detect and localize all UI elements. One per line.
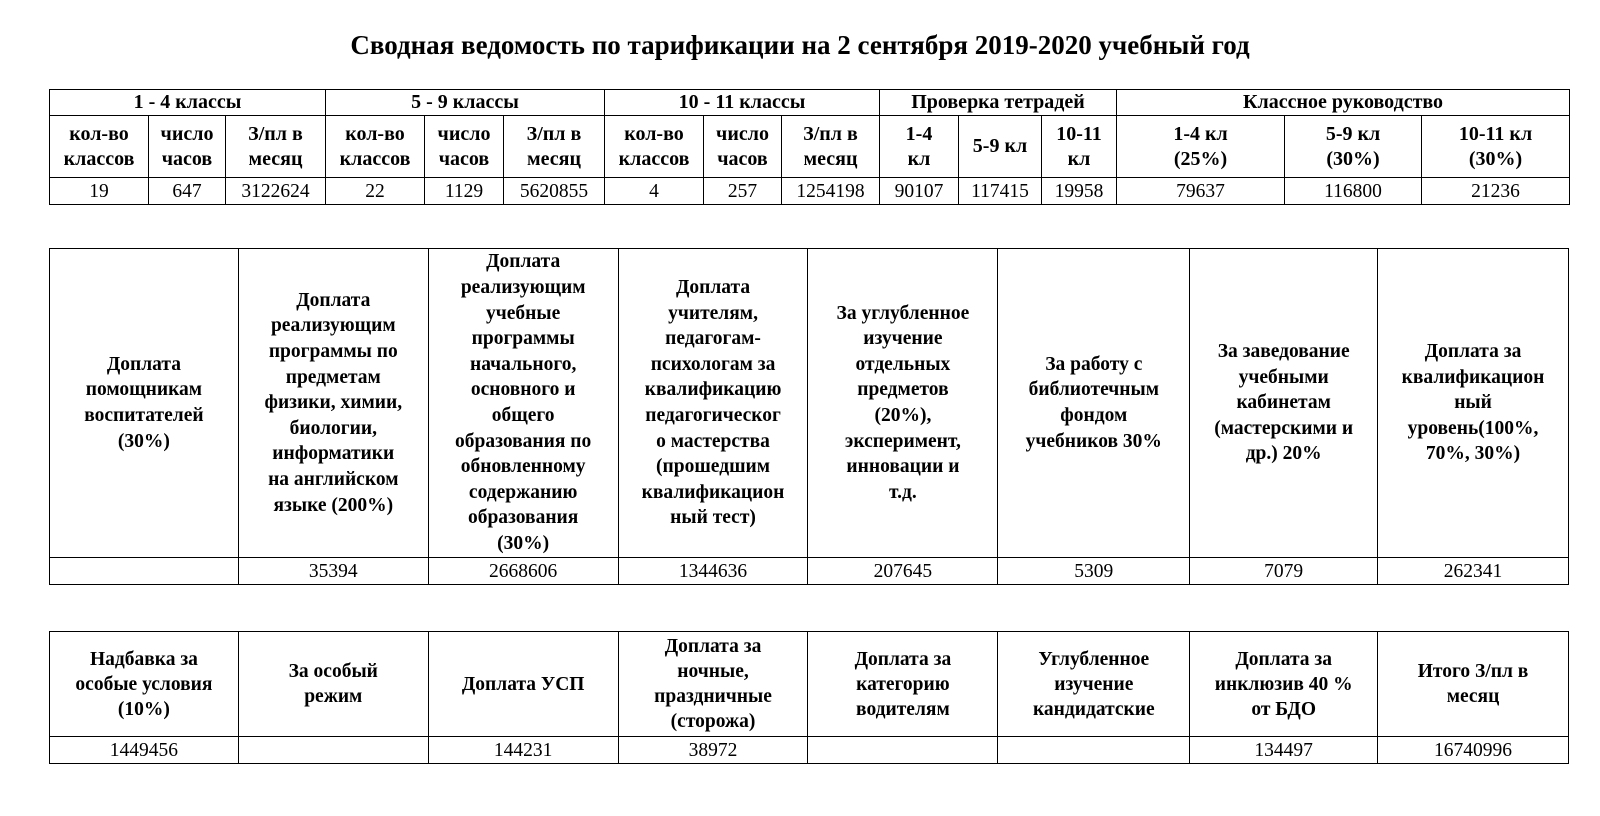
column-header: З/пл в месяц [782,116,880,178]
subheader-row [50,116,1570,178]
column-header: число часов [704,116,782,178]
value-cell: 262341 [1378,558,1569,585]
value-cell: 7079 [1190,558,1378,585]
column-header: За особый режим [238,632,428,737]
column-header: кол-во классов [605,116,704,178]
value-cell: 3122624 [226,178,326,205]
value-cell: 144231 [428,737,618,764]
column-header: Итого З/пл в месяц [1378,632,1569,737]
value-cell: 38972 [618,737,808,764]
column-header: Доплата УСП [428,632,618,737]
column-header: Доплата учителям, педагогам- психологам за квалификацию педагогическог о мастерства (прошедшим квалификацион ный тест) [618,249,808,558]
allowances-table [49,248,1569,585]
header-row [50,632,1569,737]
value-cell: 90107 [880,178,959,205]
value-cell [50,558,239,585]
group-header-row [50,90,1570,116]
column-header: 10-11 кл (30%) [1422,116,1570,178]
column-header: Надбавка за особые условия (10%) [50,632,239,737]
value-cell: 4 [605,178,704,205]
value-cell: 1449456 [50,737,239,764]
value-row [50,737,1569,764]
value-cell: 257 [704,178,782,205]
value-cell [238,737,428,764]
column-header: За углубленное изучение отдельных предметов (20%), эксперимент, инновации и т.д. [808,249,998,558]
group-header: Проверка тетрадей [880,90,1117,116]
value-cell: 134497 [1190,737,1378,764]
column-header: 1-4 кл [880,116,959,178]
column-header: Доплата за инклюзив 40 % от БДО [1190,632,1378,737]
group-header: 1 - 4 классы [50,90,326,116]
column-header: 10-11 кл [1042,116,1117,178]
value-row [50,558,1569,585]
column-header: число часов [149,116,226,178]
page-title: Сводная ведомость по тарификации на 2 сентября 2019-2020 учебный год [350,30,1250,60]
column-header: Доплата за квалификацион ный уровень(100%, 70%, 30%) [1378,249,1569,558]
value-cell: 207645 [808,558,998,585]
value-cell: 116800 [1285,178,1422,205]
header-row [50,249,1569,558]
column-header: 5-9 кл [959,116,1042,178]
column-header: З/пл в месяц [504,116,605,178]
value-cell: 21236 [1422,178,1570,205]
column-header: За работу с библиотечным фондом учебников 30% [998,249,1190,558]
value-cell: 19958 [1042,178,1117,205]
column-header: Углубленное изучение кандидатские [998,632,1190,737]
value-cell [998,737,1190,764]
column-header: Доплата помощникам воспитателей (30%) [50,249,239,558]
value-cell [808,737,998,764]
column-header: кол-во классов [50,116,149,178]
value-cell: 1129 [425,178,504,205]
column-header: Доплата реализующим учебные программы начального, основного и общего образования по обновленному содержанию образования (30%) [428,249,618,558]
value-cell: 117415 [959,178,1042,205]
value-cell: 79637 [1117,178,1285,205]
column-header: За заведование учебными кабинетам (мастерскими и др.) 20% [1190,249,1378,558]
value-cell: 16740996 [1378,737,1569,764]
column-header: З/пл в месяц [226,116,326,178]
column-header: 1-4 кл (25%) [1117,116,1285,178]
group-header: Классное руководство [1117,90,1570,116]
value-cell: 1254198 [782,178,880,205]
value-cell: 19 [50,178,149,205]
column-header: 5-9 кл (30%) [1285,116,1422,178]
column-header: Доплата за ночные, праздничные (сторожа) [618,632,808,737]
column-header: число часов [425,116,504,178]
value-cell: 5309 [998,558,1190,585]
group-header: 10 - 11 классы [605,90,880,116]
group-header: 5 - 9 классы [326,90,605,116]
value-cell: 5620855 [504,178,605,205]
value-cell: 22 [326,178,425,205]
value-row [50,178,1570,205]
value-cell: 1344636 [618,558,808,585]
special-conditions-table [49,631,1569,764]
value-cell: 35394 [238,558,428,585]
column-header: Доплата за категорию водителям [808,632,998,737]
column-header: Доплата реализующим программы по предметам физики, химии, биологии, информатики на английском языке (200%) [238,249,428,558]
column-header: кол-во классов [326,116,425,178]
class-tariff-table [49,89,1570,205]
value-cell: 2668606 [428,558,618,585]
value-cell: 647 [149,178,226,205]
